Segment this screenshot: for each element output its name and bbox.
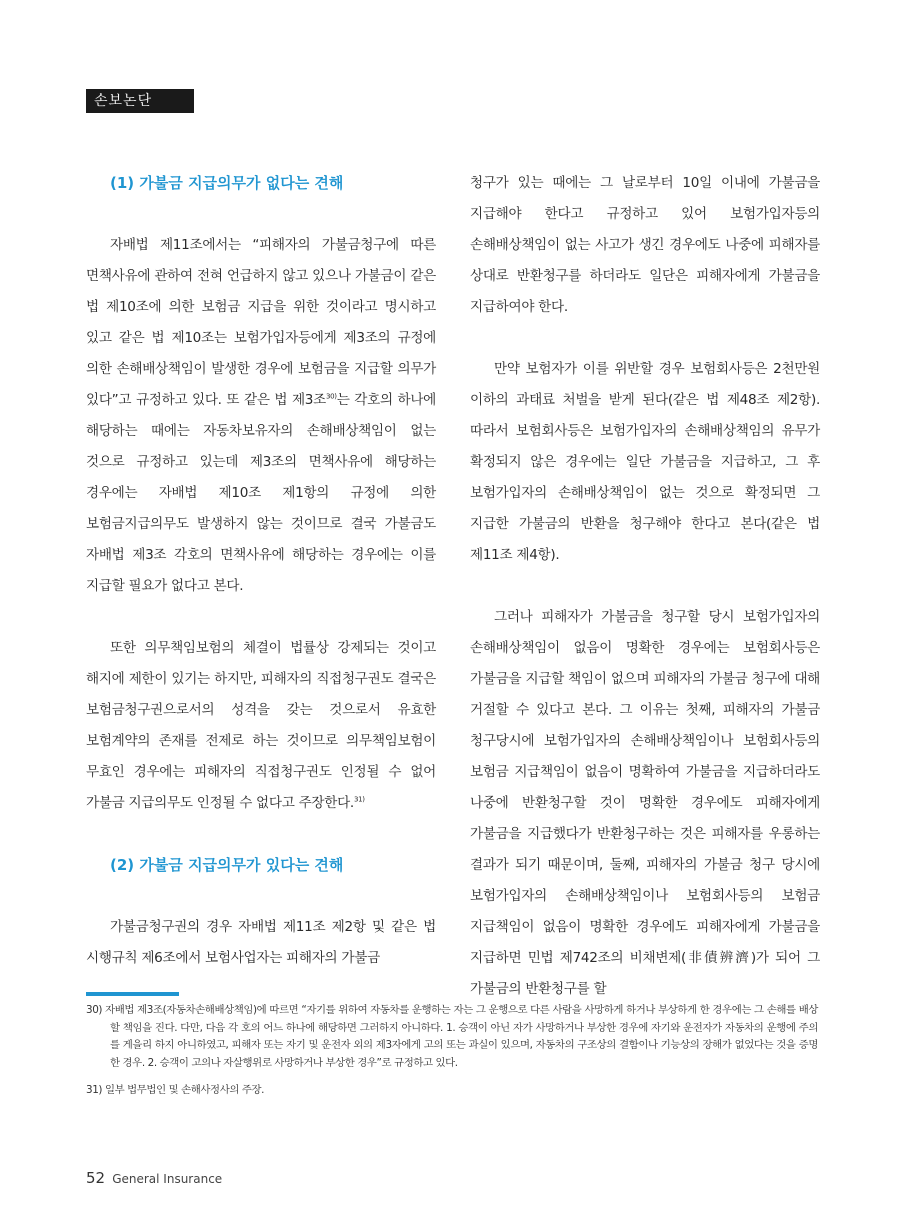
left-paragraph-1-text-b: 는 각호의 하나에 해당하는 때에는 자동차보유자의 손해배상책임이 없는 것으로 규정하고 있는데 제3조의 면책사유에 해당하는 경우에는 자배법 제10조 제1항의 규정에 의한 보험금지급의무도 발생하지 않는 것이므로 결국 가불금도 자배법 제3조 각호의 면책사유에 해당하는 경우에는 이를 지급할 필요가 없다고 본다. xyxy=(86,392,436,594)
right-paragraph-2: 만약 보험자가 이를 위반할 경우 보험회사등은 2천만원 이하의 과태료 처벌을 받게 된다(같은 법 제48조 제2항). 따라서 보험회사등은 보험가입자의 손해배상책임의 유무가 확정되지 않은 경우에는 일단 가불금을 지급하고, 그 후 보험가입자의 손해배상책임이 없는 것으로 확정되면 그 지급한 가불금의 반환을 청구해야 한다고 본다(같은 법 제11조 제4항). xyxy=(470,361,820,563)
left-paragraph-2 xyxy=(86,633,436,819)
section-tag: 손보논단 xyxy=(86,89,194,113)
left-paragraph-1-text-a: 자배법 제11조에서는 “피해자의 가불금청구에 따른 면책사유에 관하여 전혀 언급하지 않고 있으나 가불금이 같은 법 제10조에 의한 보험금 지급을 위한 것이라고 명시하고 있고 같은 법 제10조는 보험가입자등에게 제3조의 규정에 의한 손해배상책임이 발생한 경우에 보험금을 지급할 의무가 있다”고 규정하고 있다. 또 같은 법 제3조 xyxy=(86,237,436,408)
section-heading-1: (1) 가불금 지급의무가 없다는 견해 xyxy=(110,174,344,192)
footnote-31: 31) 일부 법무법인 및 손해사정사의 주장. xyxy=(86,1084,265,1096)
footnote-divider xyxy=(86,992,179,996)
right-paragraph-1: 청구가 있는 때에는 그 날로부터 10일 이내에 가불금을 지급해야 한다고 규정하고 있어 보험가입자등의 손해배상책임이 없는 사고가 생긴 경우에도 나중에 피해자를 상대로 반환청구를 하더라도 일단은 피해자에게 가불금을 지급하여야 한다. xyxy=(470,175,820,315)
right-column xyxy=(470,168,820,1036)
footnote-ref-30: 30) xyxy=(325,392,337,401)
left-paragraph-1 xyxy=(86,230,436,602)
right-paragraph-3: 그러나 피해자가 가불금을 청구할 당시 보험가입자의 손해배상책임이 없음이 명확한 경우에는 보험회사등은 가불금을 지급할 책임이 없으며 피해자의 가불금 청구에 대해 거절할 수 있다고 본다. 그 이유는 첫째, 피해자의 가불금 청구당시에 보험가입자의 손해배상책임이나 보험회사등의 보험금 지급책임이 없음이 명확하여 가불금을 지급하더라도 나중에 반환청구할 것이 명확한 경우에도 피해자에게 가불금을 지급했다가 반환청구하는 것은 피해자를 우롱하는 결과가 되기 때문이며, 둘째, 피해자의 가불금 청구 당시에 보험가입자의 손해배상책임이나 보험회사등의 보험금 지급책임이 없음이 명확한 경우에도 피해자에게 가불금을 지급하면 민법 제742조의 비채변제(非債辨濟)가 되어 그 가불금의 반환청구를 할 xyxy=(470,609,820,997)
left-paragraph-3: 가불금청구권의 경우 자배법 제11조 제2항 및 같은 법 시행규칙 제6조에서 보험사업자는 피해자의 가불금 xyxy=(86,919,436,966)
publication-name: General Insurance xyxy=(112,1172,223,1186)
footnote-30: 30) 자배법 제3조(자동차손해배상책임)에 따르면 “자기를 위하여 자동차를 운행하는 자는 그 운행으로 다른 사람을 사망하게 하거나 부상하게 한 경우에는 그 손해를 배상할 책임을 진다. 다만, 다음 각 호의 어느 하나에 해당하면 그러하지 아니하다. 1. 승객이 아닌 자가 사망하거나 부상한 경우에 자기와 운전자가 자동차의 운행에 주의를 게을리 하지 아니하였고, 피해자 또는 자기 및 운전자 외의 제3자에게 고의 또는 과실이 있으며, 자동차의 구조상의 결함이나 기능상의 장해가 없었다는 것을 증명한 경우. 2. 승객이 고의나 자살행위로 사망하거나 부상한 경우”로 규정하고 있다. xyxy=(86,1004,818,1069)
footnotes xyxy=(86,1002,818,1110)
footnote-ref-31: 31) xyxy=(353,795,365,804)
left-paragraph-2-text: 또한 의무책임보험의 체결이 법률상 강제되는 것이고 해지에 제한이 있기는 하지만, 피해자의 직접청구권도 결국은 보험금청구권으로서의 성격을 갖는 것으로서 유효한 보험계약의 존재를 전제로 하는 것이므로 의무책임보험이 무효인 경우에는 피해자의 직접청구권도 인정될 수 없어 가불금 지급의무도 인정될 수 없다고 주장한다. xyxy=(86,640,436,811)
left-column xyxy=(86,168,436,1005)
page-footer xyxy=(86,1168,222,1187)
page-number: 52 xyxy=(86,1169,106,1187)
section-heading-2: (2) 가불금 지급의무가 있다는 견해 xyxy=(110,856,344,874)
